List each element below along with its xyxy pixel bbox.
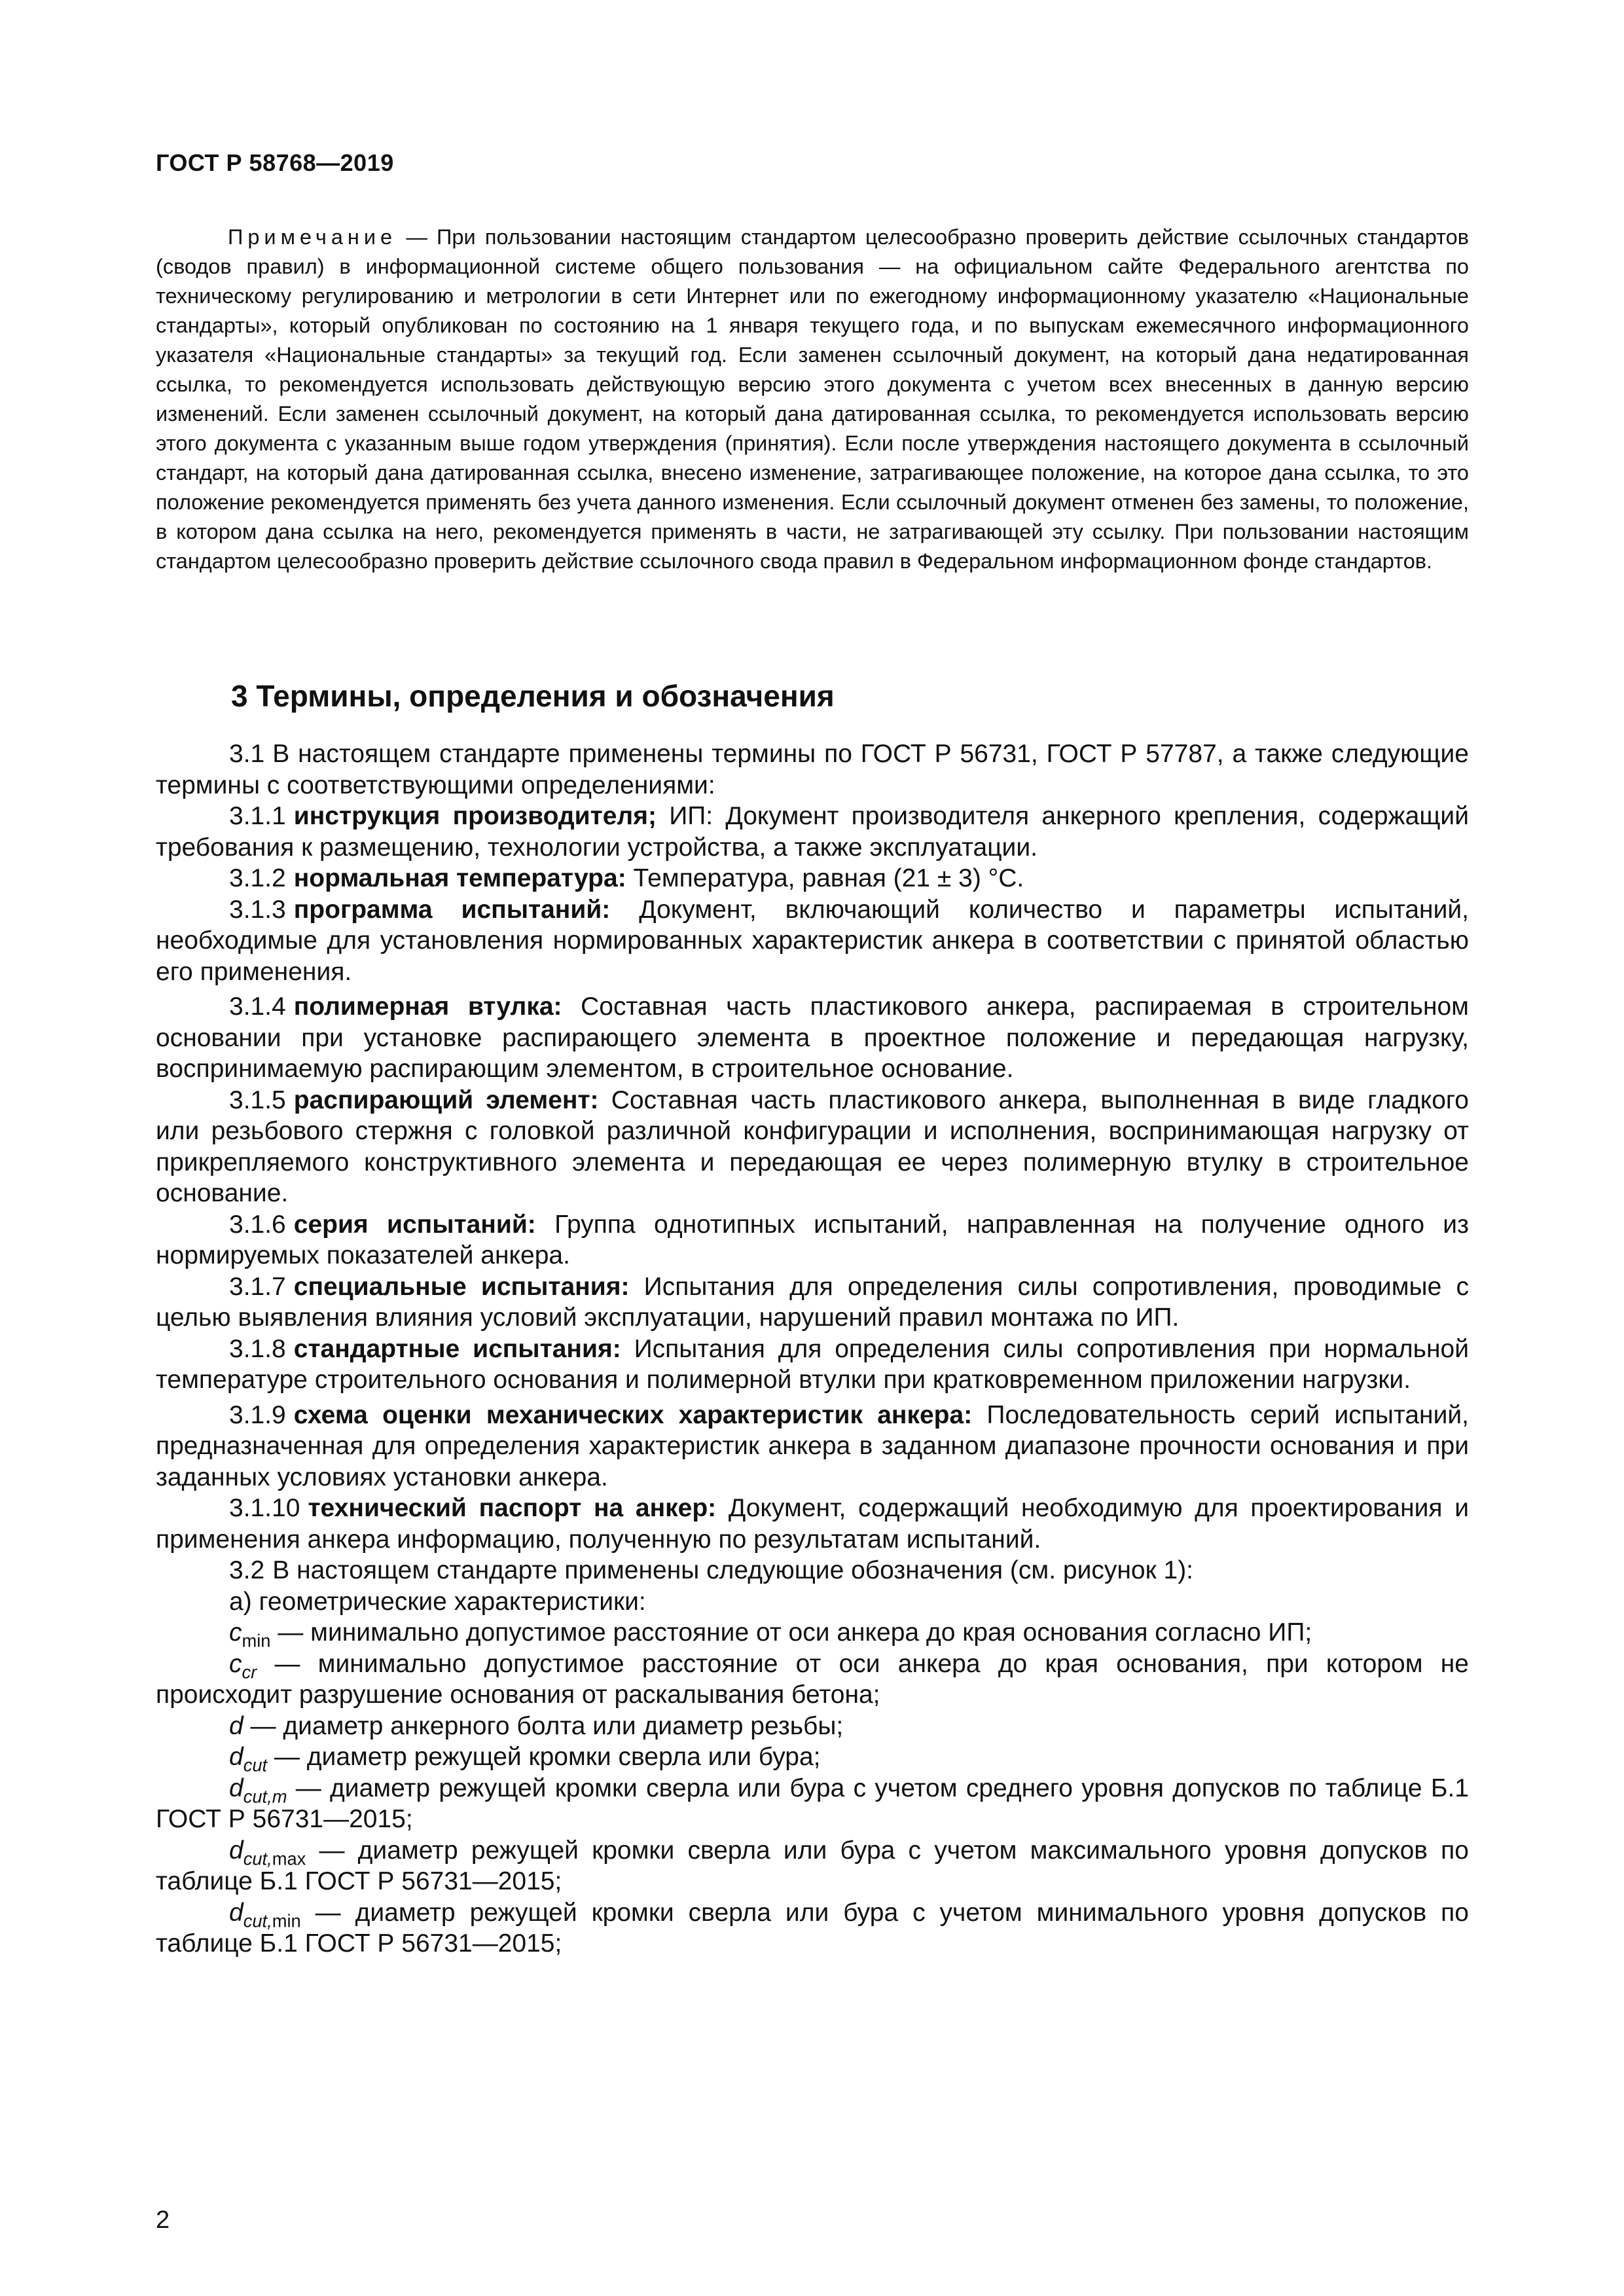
term-3-1-4: 3.1.4 полимерная втулка: Составная часть пластикового анкера, распираемая в строительном основании при установке распирающего элемента в проектное положение и передающая нагрузку, воспринимаемую распирающим элементом, в строительное основание. <box>156 993 1469 1083</box>
symbol-c-cr: $c_{cr}$ — минимально допустимое расстояние от оси анкера до края основания, при котором не происходит разрушение основания от раскалывания бетона; <box>156 1649 1469 1709</box>
symbol-c-min: $c_{min}$ — минимально допустимое расстояние от оси анкера до края основания согласно ИП; <box>229 1618 1312 1651</box>
term-3-1-10: 3.1.10 технический паспорт на анкер: Документ, содержащий необходимую для проектирования и применения анкера информацию, полученную по результатам испытаний. <box>156 1494 1469 1554</box>
clause-3-1: 3.1 В настоящем стандарте применены термины по ГОСТ Р 56731, ГОСТ Р 57787, а также следующие термины с соответствующими определениями: <box>156 740 1469 799</box>
note-text: — При пользовании настоящим стандартом целесообразно проверить действие ссылочных стандартов (сводов правил) в информационной системе общего пользования — на официальном сайте Федерального агентства по техническому регулированию и метрологии в сети Интернет или по ежегодному информационному указателю «Национальные стандарты», который опубликован по состоянию на 1 января текущего года, и по выпускам ежемесячного информационного указателя «Национальные стандарты» за текущий год. Если заменен ссылочный документ, на который дана недатированная ссылка, то рекомендуется использовать действующую версию этого документа с учетом всех внесенных в данную версию изменений. Если заменен ссылочный документ, на который дана датированная ссылка, то рекомендуется использовать версию этого документа с указанным выше годом утверждения (принятия). Если после утверждения настоящего документа в ссылочный стандарт, на который дана датированная ссылка, внесено изменение, затрагивающее положение, на которое дана ссылка, то это положение рекомендуется применять без учета данного изменения. Если ссылочный документ отменен без замены, то положение, в котором дана ссылка на него, рекомендуется применять в части, не затрагивающей эту ссылку. При пользовании настоящим стандартом целесообразно проверить действие ссылочного свода правил в Федеральном информационном фонде стандартов. <box>156 225 1469 573</box>
term-3-1-2: 3.1.2 нормальная температура: Температура, равная (21 ± 3) °С. <box>229 864 1024 892</box>
section-title: 3 Термины, определения и обозначения <box>231 679 835 713</box>
symbol-d: d — диаметр анкерного болта или диаметр резьбы; <box>229 1711 844 1740</box>
note-label: Примечание <box>228 225 397 249</box>
symbol-d-cut: $d_{cut}$ — диаметр режущей кромки сверла или бура; <box>229 1743 821 1776</box>
term-3-1-6: 3.1.6 серия испытаний: Группа однотипных испытаний, направленная на получение одного из нормируемых показателей анкера. <box>156 1210 1469 1269</box>
symbol-d-cut-max: $d_{cut,max}$ — диаметр режущей кромки сверла или бура с учетом максимального уровня допусков по таблице Б.1 ГОСТ Р 56731—2015; <box>156 1836 1469 1895</box>
document-header: ГОСТ Р 58768—2019 <box>156 149 394 176</box>
group-a-label: а) геометрические характеристики: <box>229 1587 646 1616</box>
term-3-1-8: 3.1.8 стандартные испытания: Испытания для определения силы сопротивления при нормальной температуре строительного основания и полимерной втулки при кратковременном приложении нагрузки. <box>156 1334 1470 1394</box>
symbol-d-cut-m: $d_{cut,m}$ — диаметр режущей кромки сверла или бура с учетом среднего уровня допусков по таблице Б.1 ГОСТ Р 56731—2015; <box>156 1774 1469 1833</box>
page-number: 2 <box>156 2206 170 2234</box>
section-body <box>156 738 1469 1959</box>
reference-note <box>156 223 1469 576</box>
term-3-1-7: 3.1.7 специальные испытания: Испытания для определения силы сопротивления, проводимые с целью выявления влияния условий эксплуатации, нарушений правил монтажа по ИП. <box>156 1272 1469 1332</box>
symbol-d-cut-min: $d_{cut,min}$ — диаметр режущей кромки сверла или бура с учетом минимального уровня допусков по таблице Б.1 ГОСТ Р 56731—2015; <box>156 1898 1469 1958</box>
clause-3-2: 3.2 В настоящем стандарте применены следующие обозначения (см. рисунок 1): <box>229 1556 1194 1584</box>
term-3-1-3: 3.1.3 программа испытаний: Документ, включающий количество и параметры испытаний, необходимые для установления нормированных характеристик анкера в соответствии с принятой областью его применения. <box>156 895 1470 986</box>
term-3-1-9: 3.1.9 схема оценки механических характеристик анкера: Последовательность серий испытаний, предназначенная для определения характеристик анкера в заданном диапазоне прочности основания и при заданных условиях установки анкера. <box>156 1400 1470 1491</box>
term-3-1-1: 3.1.1 инструкция производителя; ИП: Документ производителя анкерного крепления, содержащий требования к размещению, технологии устройства, а также эксплуатации. <box>156 802 1469 862</box>
term-3-1-5: 3.1.5 распирающий элемент: Составная часть пластикового анкера, выполненная в виде гладкого или резьбового стержня с головкой различной конфигурации и исполнения, воспринимающая нагрузку от прикрепляемого конструктивного элемента и передающая ее через полимерную втулку в строительное основание. <box>156 1085 1469 1207</box>
